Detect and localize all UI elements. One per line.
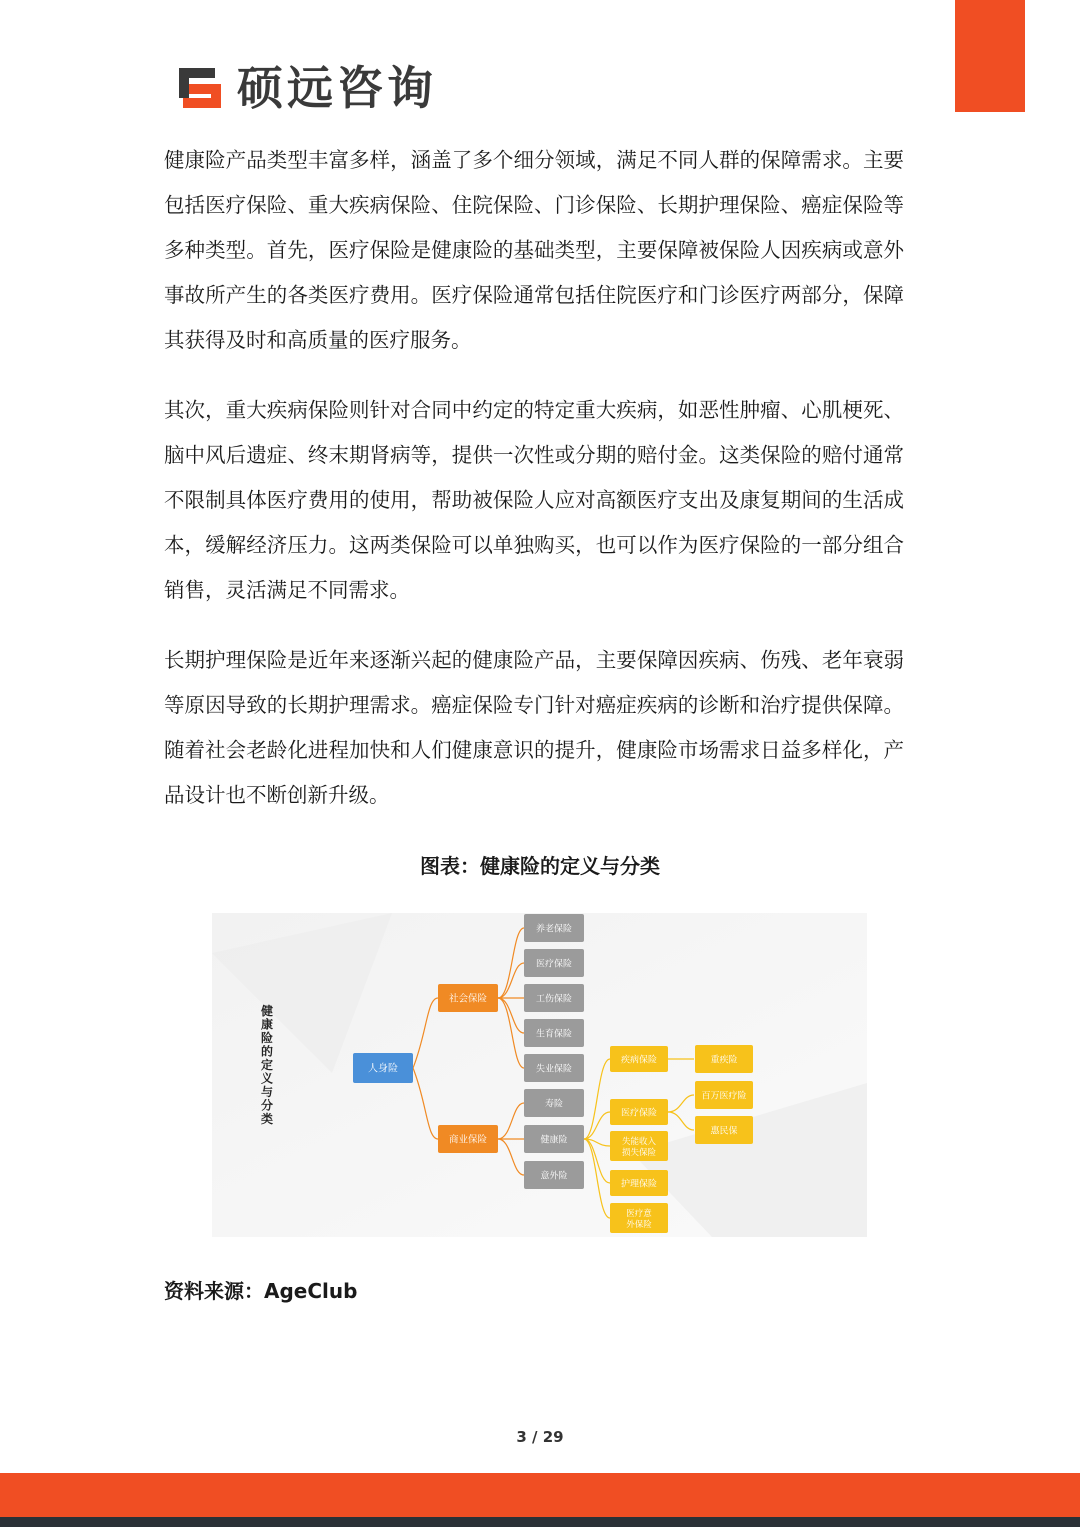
vertical-label-text: 健康险的定义与分类 [260,1004,274,1126]
svg-text:意外险: 意外险 [540,1171,568,1182]
node-social-insurance [438,984,498,1012]
node-root [353,1053,413,1083]
svg-text:重疾险: 重疾险 [710,1055,738,1066]
node-commercial-item [524,1161,584,1189]
paragraph-2: 其次，重大疾病保险则针对合同中约定的特定重大疾病，如恶性肿瘤、心肌梗死、脑中风后遗症、终末期肾病等，提供一次性或分期的赔付金。这类保险的赔付通常不限制具体医疗费用的使用，帮助被保险人应对高额医疗支出及康复期间的生活成本，缓解经济压力。这两类保险可以单独购买，也可以作为医疗保险的一部分组合销售，灵活满足不同需求。 [164,398,904,602]
svg-text:健康险: 健康险 [540,1135,568,1146]
svg-text:护理保险: 护理保险 [620,1179,658,1190]
brand-logo [175,58,437,118]
node-disease-item [695,1045,753,1073]
body-text [164,138,904,843]
svg-text:养老保险: 养老保险 [535,924,573,935]
paragraph-3: 长期护理保险是近年来逐渐兴起的健康险产品，主要保障因疾病、伤残、老年衰弱等原因导致的长期护理需求。癌症保险专门针对癌症疾病的诊断和治疗提供保障。随着社会老龄化进程加快和人们健康意识的提升，健康险市场需求日益多样化，产品设计也不断创新升级。 [164,648,904,807]
node-commercial-insurance [438,1125,498,1153]
footer-dark-strip [0,1517,1080,1527]
node-health-item [610,1099,668,1125]
figure-title: 图表：健康险的定义与分类 [420,854,660,878]
classification-diagram [212,913,867,1237]
svg-text:失业保险: 失业保险 [535,1064,573,1075]
node-health-item [610,1131,668,1161]
node-health-item [610,1170,668,1196]
source-note: 资料来源：AgeClub [164,1279,358,1303]
node-social-item [524,1054,584,1082]
vertical-diagram-label [260,1003,273,1126]
node-commercial-item [524,1089,584,1117]
brand-name: 硕远咨询 [237,61,437,115]
svg-text:医疗保险: 医疗保险 [620,1108,658,1119]
svg-text:社会保险: 社会保险 [448,993,488,1005]
node-health-item [610,1203,668,1233]
node-social-item [524,1019,584,1047]
svg-text:疾病保险: 疾病保险 [620,1055,658,1066]
node-social-item [524,984,584,1012]
svg-text:医疗意外保险: 医疗意外保险 [626,1209,652,1230]
paragraph-1: 健康险产品类型丰富多样，涵盖了多个细分领域，满足不同人群的保障需求。主要包括医疗保险、重大疾病保险、住院保险、门诊保险、长期护理保险、癌症保险等多种类型。首先，医疗保险是健康险的基础类型，主要保障被保险人因疾病或意外事故所产生的各类医疗费用。医疗保险通常包括住院医疗和门诊医疗两部分，保障其获得及时和高质量的医疗服务。 [164,148,904,352]
node-health-item [610,1046,668,1072]
svg-text:医疗保险: 医疗保险 [535,959,573,970]
node-social-item [524,914,584,942]
svg-text:寿险: 寿险 [544,1099,564,1110]
svg-text:人身险: 人身险 [368,1063,398,1075]
footer-accent-bar [0,1473,1080,1517]
svg-text:失能收入损失保险: 失能收入损失保险 [621,1137,657,1158]
svg-text:生育保险: 生育保险 [535,1029,573,1040]
node-medical-item [695,1081,753,1109]
corner-accent-tab [955,0,1025,112]
node-social-item [524,949,584,977]
svg-text:惠民保: 惠民保 [710,1126,738,1137]
svg-text:工伤保险: 工伤保险 [535,994,573,1005]
node-commercial-item [524,1125,584,1153]
page-number: 3 / 29 [516,1428,564,1446]
logo-mark-icon [175,62,227,114]
svg-text:商业保险: 商业保险 [448,1134,488,1146]
node-medical-item [695,1116,753,1144]
svg-text:百万医疗险: 百万医疗险 [701,1091,747,1102]
